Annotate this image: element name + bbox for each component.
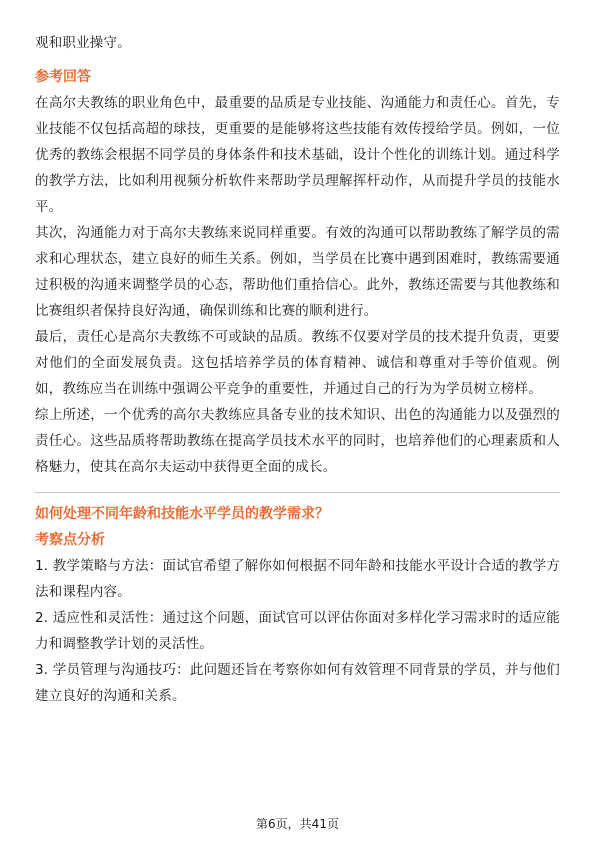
question-title: 如何处理不同年龄和技能水平学员的教学需求？ <box>35 506 329 522</box>
answer-paragraph-1: 在高尔夫教练的职业角色中，最重要的品质是专业技能、沟通能力和责任心。首先，专业技能不仅包括高超的球技，更重要的是能够将这些技能有效传授给学员。例如，一位优秀的教练会根据不同学员的身体条件和技术基础，设计个性化的训练计划。通过科学的教学方法，比如利用视频分析软件来帮助学员理解挥杆动作，从而提升学员的技能水平。 <box>35 95 560 215</box>
answer-paragraph-4: 综上所述，一个优秀的高尔夫教练应具备专业的技术知识、出色的沟通能力以及强烈的责任心。这些品质将帮助教练在提高学员技术水平的同时，也培养他们的心理素质和人格魅力，使其在高尔夫运动中获得更全面的成长。 <box>35 407 560 475</box>
section-divider <box>35 492 560 493</box>
answer-paragraph-3: 最后，责任心是高尔夫教练不可或缺的品质。教练不仅要对学员的技术提升负责，更要对他们的全面发展负责。这包括培养学员的体育精神、诚信和尊重对手等价值观。例如，教练应当在训练中强调公平竞争的重要性，并通过自己的行为为学员树立榜样。 <box>35 329 560 397</box>
analysis-point-1: 1. 教学策略与方法：面试官希望了解你如何根据不同年龄和技能水平设计合适的教学方法和课程内容。 <box>35 558 560 600</box>
analysis-heading: 考察点分析 <box>35 532 105 548</box>
page-number: 第6页，共41页 <box>256 817 339 831</box>
analysis-point-3: 3. 学员管理与沟通技巧：此问题还旨在考察你如何有效管理不同背景的学员，并与他们建立良好的沟通和关系。 <box>35 662 560 704</box>
answer-paragraph-2: 其次，沟通能力对于高尔夫教练来说同样重要。有效的沟通可以帮助教练了解学员的需求和心理状态，建立良好的师生关系。例如，当学员在比赛中遇到困难时，教练需要通过积极的沟通来调整学员的心态，帮助他们重拾信心。此外，教练还需要与其他教练和比赛组织者保持良好沟通，确保训练和比赛的顺利进行。 <box>35 225 560 319</box>
analysis-point-2: 2. 适应性和灵活性：通过这个问题，面试官可以评估你面对多样化学习需求时的适应能力和调整教学计划的灵活性。 <box>35 610 560 652</box>
document-page <box>35 30 560 709</box>
reference-answer-heading: 参考回答 <box>35 69 91 85</box>
intro-line: 观和职业操守。 <box>35 35 131 51</box>
